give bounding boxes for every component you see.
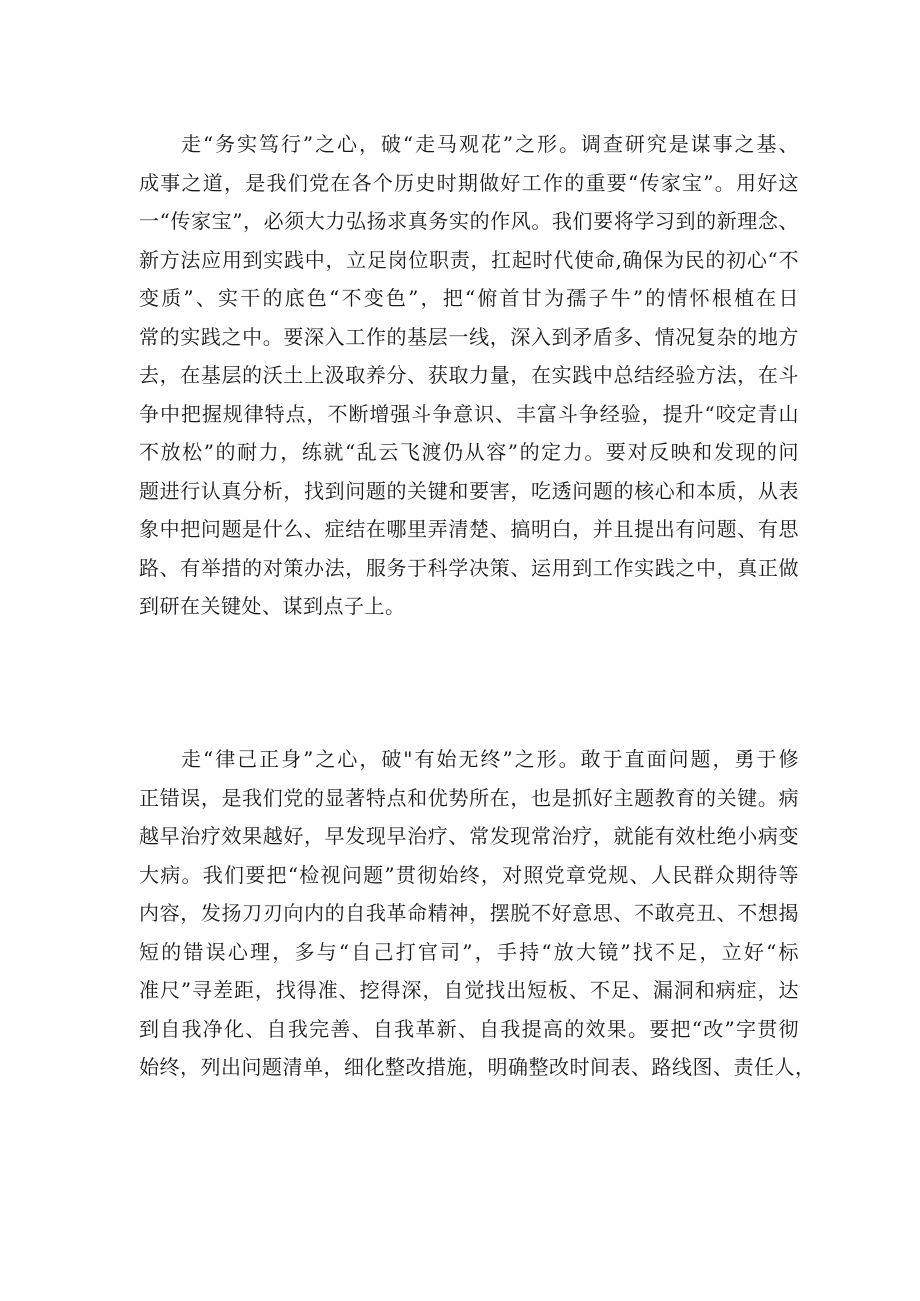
paragraph-line: 到自我净化、自我完善、自我革新、自我提高的效果。要把“改”字贯彻 bbox=[139, 1016, 799, 1041]
paragraph-line: 争中把握规律特点，不断增强斗争意识、丰富斗争经验，提升“咬定青山 bbox=[139, 401, 799, 426]
paragraph-1 bbox=[139, 125, 799, 626]
paragraph-2 bbox=[139, 740, 816, 1087]
paragraph-line: 去，在基层的沃土上汲取养分、获取力量，在实践中总结经验方法，在斗 bbox=[139, 363, 799, 387]
paragraph-line: 一“传家宝”，必须大力弘扬求真务实的作风。我们要将学习到的新理念、 bbox=[139, 209, 799, 233]
paragraph-line: 走“律己正身”之心，破"有始无终”之形。敢于直面问题，勇于修 bbox=[181, 747, 799, 771]
paragraph-line: 新方法应用到实践中，立足岗位职责，扛起时代使命,确保为民的初心“不 bbox=[139, 247, 799, 272]
paragraph-line: 越早治疗效果越好，早发现早治疗、常发现常治疗，就能有效杜绝小病变 bbox=[139, 824, 799, 848]
paragraph-line: 到研在关键处、谋到点子上。 bbox=[139, 594, 406, 618]
paragraph-line: 准尺”寻差距，找得准、挖得深，自觉找出短板、不足、漏洞和病症，达 bbox=[139, 978, 799, 1002]
paragraph-line: 变质”、实干的底色“不变色”，把“俯首甘为孺子牛”的情怀根植在日 bbox=[139, 286, 799, 310]
paragraph-line: 常的实践之中。要深入工作的基层一线，深入到矛盾多、情况复杂的地方 bbox=[139, 324, 799, 349]
paragraph-line: 始终，列出问题清单，细化整改措施，明确整改时间表、路线图、责任人， bbox=[139, 1055, 816, 1079]
paragraph-line: 大病。我们要把“检视问题”贯彻始终，对照党章党规、人民群众期待等 bbox=[139, 862, 799, 887]
paragraph-line: 成事之道，是我们党在各个历史时期做好工作的重要“传家宝”。用好这 bbox=[139, 170, 799, 195]
paragraph-line: 题进行认真分析，找到问题的关键和要害，吃透问题的核心和本质，从表 bbox=[139, 478, 799, 503]
paragraph-line: 走“务实笃行”之心，破“走马观花”之形。调查研究是谋事之基、 bbox=[181, 132, 799, 156]
paragraph-line: 短的错误心理，多与“自己打官司”，手持“放大镜”找不足，立好“标 bbox=[139, 939, 799, 964]
paragraph-line: 象中把问题是什么、症结在哪里弄清楚、搞明白，并且提出有问题、有思 bbox=[139, 517, 799, 541]
paragraph-line: 正错误，是我们党的显著特点和优势所在，也是抓好主题教育的关键。病 bbox=[139, 785, 799, 810]
paragraph-line: 不放松”的耐力，练就“乱云飞渡仍从容”的定力。要对反映和发现的问 bbox=[139, 440, 799, 464]
paragraph-line: 内容，发扬刀刃向内的自我革命精神，摆脱不好意思、不敢亮丑、不想揭 bbox=[139, 901, 799, 925]
paragraph-line: 路、有举措的对策办法，服务于科学决策、运用到工作实践之中，真正做 bbox=[139, 555, 799, 580]
